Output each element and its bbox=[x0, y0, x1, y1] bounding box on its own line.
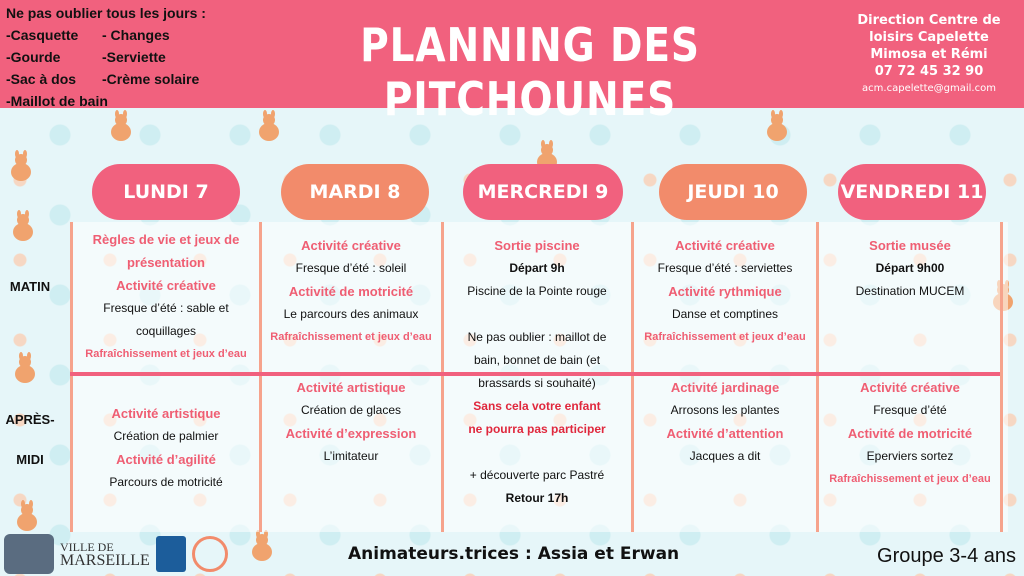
activity-detail: Parcours de motricité bbox=[109, 475, 223, 489]
contact-block bbox=[844, 12, 1014, 97]
activity-detail: Fresque d’été : serviettes bbox=[657, 261, 793, 275]
day-header-lundi: LUNDI 7 bbox=[92, 164, 240, 220]
activity-title: Rafraîchissement et jeux d’eau bbox=[270, 331, 432, 343]
activity-title: Sortie musée bbox=[869, 238, 951, 253]
cell-morning-vendredi bbox=[820, 234, 1000, 303]
contact-phone: 07 72 45 32 90 bbox=[874, 64, 984, 79]
departure-time: Départ 9h bbox=[509, 261, 565, 275]
cell-afternoon-vendredi bbox=[820, 376, 1000, 491]
capelette-logo-icon bbox=[192, 536, 228, 572]
departure-time: Départ 9h00 bbox=[875, 261, 945, 275]
activity-title: Activité créative bbox=[301, 238, 401, 253]
reminder-item: -Gourde bbox=[6, 49, 61, 65]
reminder-item: -Crème solaire bbox=[102, 71, 200, 87]
city-line: VILLE DE bbox=[60, 540, 114, 554]
kangaroo-icon bbox=[10, 500, 44, 534]
activity-title: présentation bbox=[126, 255, 205, 270]
daily-reminder bbox=[6, 2, 216, 112]
row-label-apres: APRÈS- bbox=[5, 412, 55, 427]
activity-title: Rafraîchissement et jeux d’eau bbox=[829, 473, 991, 485]
kangaroo-icon bbox=[6, 210, 40, 244]
cell-afternoon-jeudi bbox=[635, 376, 815, 468]
activity-title: Activité artistique bbox=[296, 380, 406, 395]
kangaroo-icon bbox=[245, 530, 279, 564]
activity-title: Activité d’agilité bbox=[116, 452, 216, 467]
reminder-title: Ne pas oublier tous les jours : bbox=[6, 5, 206, 21]
reminder-item: - Changes bbox=[102, 27, 170, 43]
column-divider bbox=[441, 222, 444, 532]
kangaroo-icon bbox=[104, 110, 138, 144]
activity-title: Sortie piscine bbox=[494, 238, 580, 253]
caf-logo-icon bbox=[156, 536, 186, 572]
column-divider bbox=[816, 222, 819, 532]
activity-detail: Fresque d’été : sable et bbox=[103, 301, 229, 315]
cell-morning-jeudi bbox=[635, 234, 815, 349]
contact-line: loisirs Capelette bbox=[869, 30, 989, 45]
return-time: Retour 17h bbox=[505, 491, 569, 505]
column-divider bbox=[259, 222, 262, 532]
activity-title: Rafraîchissement et jeux d’eau bbox=[644, 331, 806, 343]
contact-line: Direction Centre de bbox=[857, 13, 1001, 28]
activity-detail: Création de glaces bbox=[300, 403, 402, 417]
activity-title: Rafraîchissement et jeux d’eau bbox=[85, 348, 247, 360]
activity-title: Règles de vie et jeux de bbox=[92, 232, 240, 247]
activity-title: Activité artistique bbox=[111, 406, 221, 421]
activity-detail: Piscine de la Pointe rouge bbox=[467, 284, 607, 298]
column-divider bbox=[631, 222, 634, 532]
activity-detail: Jacques a dit bbox=[689, 449, 761, 463]
animateurs-credit: Animateurs.trices : Assia et Erwan bbox=[348, 544, 680, 564]
activity-detail: L’imitateur bbox=[323, 449, 379, 463]
contact-line: Mimosa et Rémi bbox=[870, 47, 988, 62]
reminder-item: -Maillot de bain bbox=[6, 93, 108, 109]
partner-logos bbox=[0, 532, 250, 576]
row-label-midi: MIDI bbox=[16, 452, 44, 467]
activity-detail: Eperviers sortez bbox=[866, 449, 954, 463]
activity-title: Activité créative bbox=[860, 380, 960, 395]
reminder-item: -Casquette bbox=[6, 27, 79, 43]
activity-detail: Arrosons les plantes bbox=[670, 403, 780, 417]
activity-detail: Danse et comptines bbox=[671, 307, 779, 321]
column-divider bbox=[70, 222, 73, 532]
activity-detail: coquillages bbox=[135, 324, 197, 338]
activity-title: Activité créative bbox=[116, 278, 216, 293]
page-title: PLANNING DES PITCHOUNES bbox=[360, 18, 700, 126]
contact-email: acm.capelette@gmail.com bbox=[862, 83, 996, 94]
reminder-item: -Sac à dos bbox=[6, 71, 77, 87]
cell-afternoon-mardi bbox=[263, 376, 439, 468]
activity-title: Activité d’expression bbox=[285, 426, 417, 441]
activity-detail: bain, bonnet de bain (et bbox=[473, 353, 601, 367]
activity-detail: Création de palmier bbox=[113, 429, 219, 443]
activity-detail: Destination MUCEM bbox=[855, 284, 965, 298]
activity-title: Activité créative bbox=[675, 238, 775, 253]
activity-detail: brassards si souhaité) bbox=[478, 376, 596, 390]
marseille-crest-icon bbox=[4, 534, 54, 574]
warning-text: ne pourra pas participer bbox=[468, 422, 606, 436]
day-header-vendredi: VENDREDI 11 bbox=[838, 164, 986, 220]
cell-afternoon-lundi bbox=[74, 402, 258, 494]
cell-mercredi-fullday bbox=[445, 234, 629, 510]
activity-title: Activité de motricité bbox=[847, 426, 973, 441]
column-divider bbox=[1000, 222, 1003, 532]
activity-detail: + découverte parc Pastré bbox=[469, 468, 605, 482]
activity-detail: Fresque d’été : soleil bbox=[295, 261, 407, 275]
day-header-jeudi: JEUDI 10 bbox=[659, 164, 807, 220]
activity-detail: Fresque d’été bbox=[873, 403, 947, 417]
age-group-label: Groupe 3-4 ans bbox=[877, 545, 1016, 567]
activity-title: Activité jardinage bbox=[670, 380, 780, 395]
cell-morning-mardi bbox=[263, 234, 439, 349]
city-line: MARSEILLE bbox=[60, 552, 150, 569]
city-logo-text bbox=[60, 540, 150, 568]
activity-detail: Le parcours des animaux bbox=[283, 307, 419, 321]
kangaroo-icon bbox=[4, 150, 38, 184]
cell-morning-lundi bbox=[74, 228, 258, 366]
day-header-mardi: MARDI 8 bbox=[281, 164, 429, 220]
activity-title: Activité de motricité bbox=[288, 284, 414, 299]
row-label-matin: MATIN bbox=[9, 279, 51, 294]
kangaroo-icon bbox=[8, 352, 42, 386]
activity-title: Activité d’attention bbox=[666, 426, 784, 441]
activity-title: Activité rythmique bbox=[668, 284, 782, 299]
warning-text: Sans cela votre enfant bbox=[473, 399, 601, 413]
day-header-mercredi: MERCREDI 9 bbox=[463, 164, 623, 220]
reminder-item: -Serviette bbox=[102, 49, 166, 65]
activity-detail: Ne pas oublier : maillot de bbox=[467, 330, 607, 344]
